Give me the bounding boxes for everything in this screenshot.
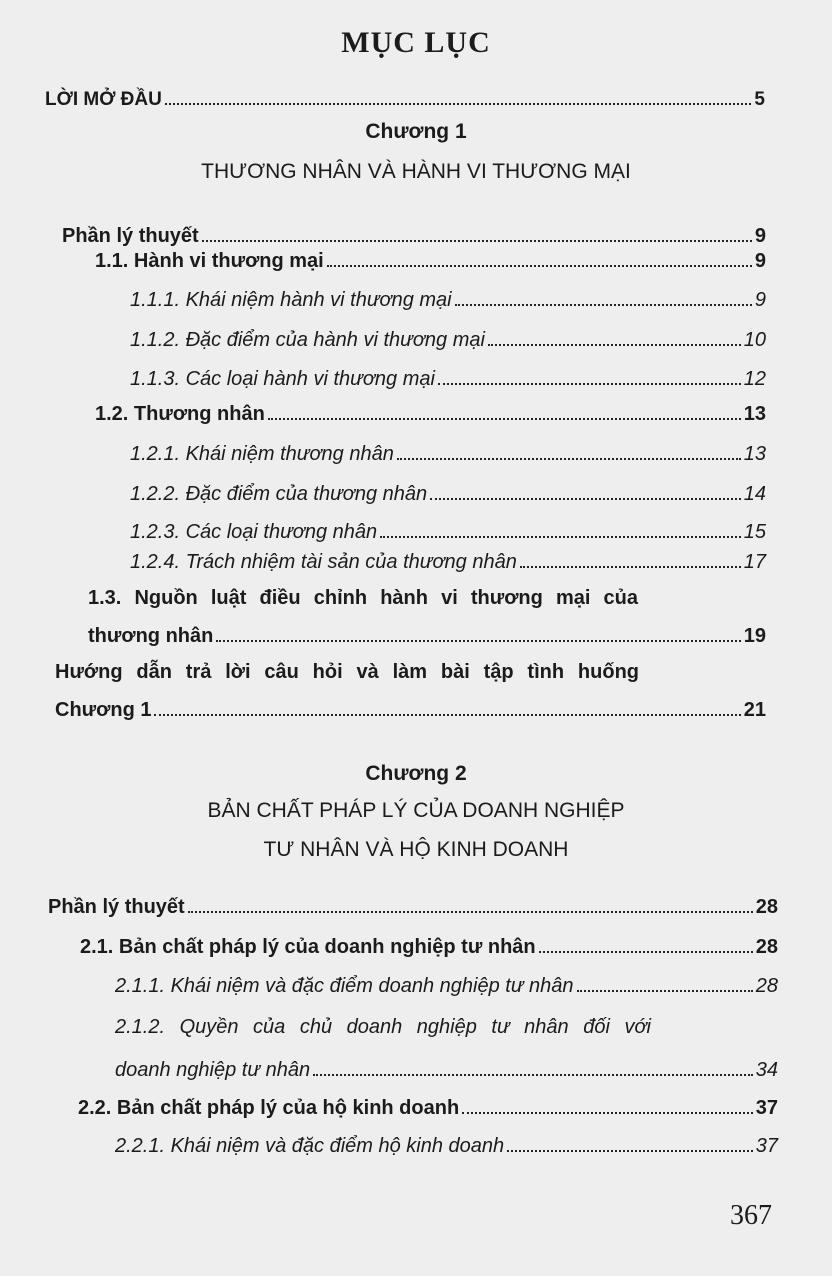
- entry-page: 28: [755, 975, 778, 997]
- toc-entry-1-2-4: [130, 548, 766, 576]
- entry-label: thương nhân: [88, 625, 214, 647]
- entry-label: 2.2.1. Khái niệm và đặc điểm hộ kinh doanh: [115, 1135, 505, 1157]
- toc-entry-theory-1: [62, 222, 766, 250]
- toc-entry-1-2: [95, 400, 766, 428]
- leader-dots: [268, 401, 741, 420]
- toc-entry-1-1-1: [130, 286, 766, 314]
- toc-entry-1-1-2: [130, 326, 766, 354]
- entry-label: 1.2.1. Khái niệm thương nhân: [130, 443, 394, 465]
- toc-entry-1-1: [95, 247, 766, 275]
- leader-dots: [380, 519, 741, 538]
- entry-page: 14: [743, 483, 766, 505]
- leader-dots: [202, 223, 752, 242]
- leader-dots: [188, 894, 753, 913]
- leader-dots: [488, 327, 741, 346]
- leader-dots: [507, 1133, 753, 1152]
- leader-dots: [397, 441, 741, 460]
- toc-entry-1-2-1: [130, 440, 766, 468]
- leader-dots: [438, 366, 741, 385]
- entry-page: 19: [743, 625, 766, 647]
- entry-label: 1.2.3. Các loại thương nhân: [130, 521, 378, 543]
- chapter1-title: THƯƠNG NHÂN VÀ HÀNH VI THƯƠNG MẠI: [201, 160, 631, 183]
- entry-page: 9: [754, 250, 766, 272]
- entry-page: 13: [743, 443, 766, 465]
- leader-dots: [327, 248, 752, 267]
- entry-label: 1.1.3. Các loại hành vi thương mại: [130, 368, 435, 390]
- toc-entry-2-1-2-line1: 2.1.2. Quyền của chủ doanh nghiệp tư nhân đối với: [115, 1016, 651, 1038]
- page-number: 367: [730, 1200, 772, 1231]
- toc-entry-2-2: [78, 1094, 778, 1122]
- toc-entry-1-3: [88, 622, 766, 650]
- toc-entry-2-1-1: [115, 972, 778, 1000]
- leader-dots: [430, 481, 741, 500]
- chapter2-title-line2: TƯ NHÂN VÀ HỘ KINH DOANH: [263, 838, 569, 861]
- chapter2-title-line1: BẢN CHẤT PHÁP LÝ CỦA DOANH NGHIỆP: [207, 799, 625, 822]
- toc-entry-1-2-2: [130, 480, 766, 508]
- toc-entry-2-1-2: [115, 1056, 778, 1084]
- toc-entry-theory-2: [48, 893, 778, 921]
- entry-label: 2.1. Bản chất pháp lý của doanh nghiệp tư nhân: [80, 936, 536, 958]
- toc-entry-1-1-3: [130, 365, 766, 393]
- entry-page: 5: [754, 89, 765, 110]
- page-title: MỤC LỤC: [341, 26, 491, 59]
- chapter2-heading: Chương 2: [365, 762, 467, 785]
- toc-entry-1-2-3: [130, 518, 766, 546]
- entry-page: 21: [743, 699, 766, 721]
- entry-label: 2.2. Bản chất pháp lý của hộ kinh doanh: [78, 1097, 460, 1119]
- entry-page: 15: [743, 521, 766, 543]
- entry-page: 37: [755, 1097, 778, 1119]
- entry-page: 28: [755, 936, 778, 958]
- entry-label: 2.1.1. Khái niệm và đặc điểm doanh nghiệp tư nhân: [115, 975, 574, 997]
- entry-label: 1.2.2. Đặc điểm của thương nhân: [130, 483, 428, 505]
- entry-label: Chương 1: [55, 699, 152, 721]
- entry-page: 37: [755, 1135, 778, 1157]
- entry-label: Phần lý thuyết: [62, 225, 199, 247]
- entry-label: doanh nghiệp tư nhân: [115, 1059, 311, 1081]
- toc-entry-2-1: [80, 933, 778, 961]
- entry-label: 1.1.1. Khái niệm hành vi thương mại: [130, 289, 452, 311]
- entry-page: 9: [754, 289, 766, 311]
- toc-entry-guide-line1: Hướng dẫn trả lời câu hỏi và làm bài tập tình huống: [55, 661, 639, 683]
- leader-dots: [165, 86, 752, 105]
- leader-dots: [154, 697, 740, 716]
- entry-page: 17: [743, 551, 766, 573]
- leader-dots: [462, 1095, 753, 1114]
- leader-dots: [313, 1057, 753, 1076]
- toc-entry-preface: [45, 86, 765, 114]
- toc-entry-guide: [55, 696, 766, 724]
- entry-label: 1.2.4. Trách nhiệm tài sản của thương nhân: [130, 551, 517, 573]
- entry-page: 13: [743, 403, 766, 425]
- entry-label: 1.1.2. Đặc điểm của hành vi thương mại: [130, 329, 485, 351]
- leader-dots: [539, 934, 753, 953]
- leader-dots: [577, 973, 753, 992]
- entry-label: Phần lý thuyết: [48, 896, 185, 918]
- entry-page: 12: [743, 368, 766, 390]
- leader-dots: [216, 623, 740, 642]
- chapter1-heading: Chương 1: [365, 120, 467, 143]
- entry-page: 34: [755, 1059, 778, 1081]
- entry-label: 1.2. Thương nhân: [95, 403, 265, 425]
- toc-entry-1-3-line1: 1.3. Nguồn luật điều chỉnh hành vi thương mại của: [88, 587, 638, 609]
- leader-dots: [455, 287, 752, 306]
- entry-page: 28: [755, 896, 778, 918]
- entry-page: 9: [754, 225, 766, 247]
- entry-label: 1.1. Hành vi thương mại: [95, 250, 324, 272]
- leader-dots: [520, 549, 741, 568]
- entry-page: 10: [743, 329, 766, 351]
- toc-entry-2-2-1: [115, 1132, 778, 1160]
- entry-label: LỜI MỞ ĐẦU: [45, 89, 162, 110]
